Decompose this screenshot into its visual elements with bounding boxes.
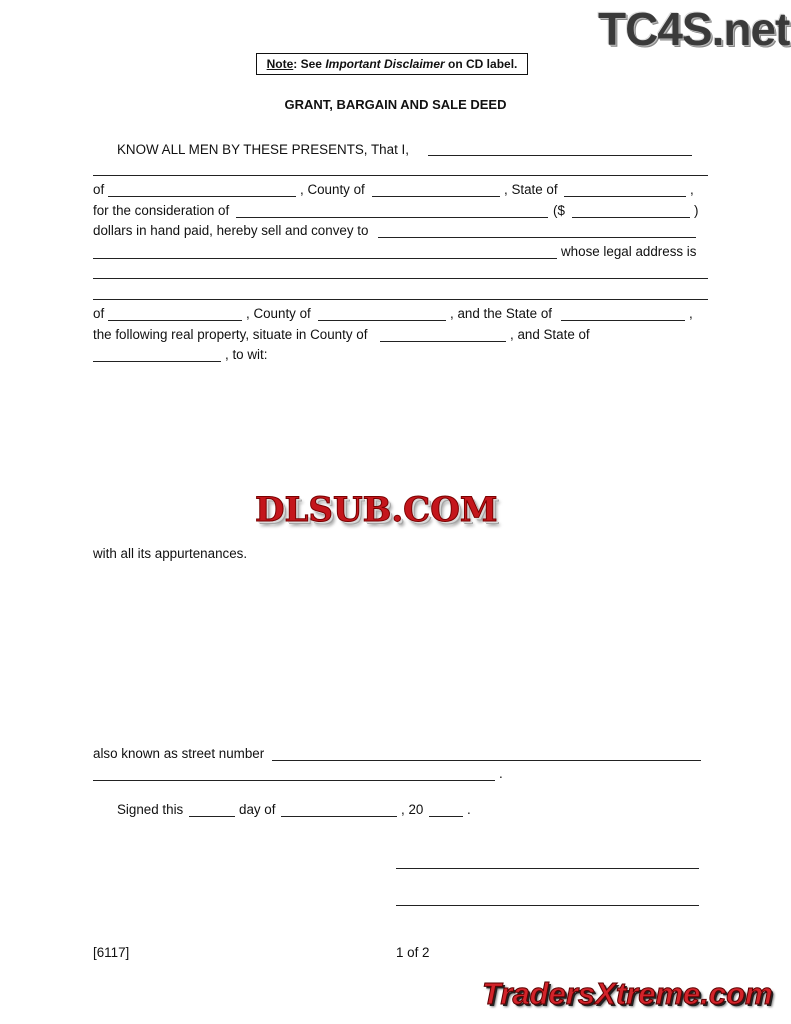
- county-of-label-2: , County of: [246, 306, 311, 321]
- comma-1: ,: [690, 182, 694, 197]
- comma-2: ,: [689, 306, 693, 321]
- note-see: : See: [293, 57, 326, 71]
- document-title: GRANT, BARGAIN AND SALE DEED: [284, 97, 507, 112]
- grantee-county-line[interactable]: [318, 320, 446, 321]
- signed-month-line[interactable]: [281, 816, 397, 817]
- following-property-label: the following real property, situate in County of: [93, 327, 368, 342]
- day-of-label: day of: [239, 802, 276, 817]
- county-of-label: , County of: [300, 182, 365, 197]
- dollar-close: ): [694, 203, 699, 218]
- form-number: [6117]: [93, 945, 130, 960]
- consideration-amount-line[interactable]: [572, 217, 690, 218]
- signature-line-2[interactable]: [396, 905, 699, 906]
- page-number: 1 of 2: [396, 945, 430, 960]
- street-number-line[interactable]: [272, 760, 701, 761]
- property-state-line[interactable]: [93, 361, 221, 362]
- grantor-county-line[interactable]: [372, 196, 500, 197]
- disclaimer-note: [256, 53, 528, 75]
- grantor-city-line[interactable]: [108, 196, 296, 197]
- signed-this-label: Signed this: [117, 802, 184, 817]
- twenty-label: , 20: [401, 802, 424, 817]
- dlsub-watermark: DLSUB.COM: [255, 490, 498, 530]
- grantee-name-line-2[interactable]: [93, 258, 557, 259]
- grantee-city-line[interactable]: [108, 320, 242, 321]
- note-disclaimer: Important Disclaimer: [325, 57, 445, 71]
- grantee-address-line-2[interactable]: [93, 299, 708, 300]
- grantee-name-line[interactable]: [378, 237, 696, 238]
- of-label-2: of: [93, 306, 105, 321]
- state-of-label: , State of: [504, 182, 558, 197]
- note-suffix: on CD label.: [444, 57, 518, 71]
- signed-day-line[interactable]: [189, 816, 235, 817]
- consideration-label: for the consideration of: [93, 203, 230, 218]
- grantor-state-line[interactable]: [564, 196, 686, 197]
- signed-year-line[interactable]: [429, 816, 463, 817]
- grantee-state-line[interactable]: [561, 320, 685, 321]
- grantor-name-line-2[interactable]: [93, 175, 708, 176]
- period-2: .: [467, 802, 471, 817]
- appurtenances-text: with all its appurtenances.: [93, 546, 248, 561]
- dollars-paid-label: dollars in hand paid, hereby sell and convey to: [93, 223, 369, 238]
- grantor-name-line[interactable]: [428, 155, 692, 156]
- of-label: of: [93, 182, 105, 197]
- grantee-address-line-1[interactable]: [93, 278, 708, 279]
- dollar-open: ($: [553, 203, 565, 218]
- note-label: Note: [266, 57, 294, 71]
- and-state-of-label-2: , and State of: [510, 327, 590, 342]
- tc4s-watermark: TC4S.net: [598, 3, 790, 55]
- and-state-of-label: , and the State of: [450, 306, 552, 321]
- consideration-words-line[interactable]: [236, 217, 548, 218]
- street-number-label: also known as street number: [93, 746, 265, 761]
- property-county-line[interactable]: [380, 341, 506, 342]
- period-1: .: [499, 766, 503, 781]
- know-all-text: KNOW ALL MEN BY THESE PRESENTS, That I,: [117, 142, 409, 157]
- tradersxtreme-watermark: TradersXtreme.com: [482, 976, 773, 1011]
- signature-line-1[interactable]: [396, 868, 699, 869]
- whose-address-label: whose legal address is: [561, 244, 697, 259]
- street-number-line-2[interactable]: [93, 780, 495, 781]
- to-wit-label: , to wit:: [225, 347, 268, 362]
